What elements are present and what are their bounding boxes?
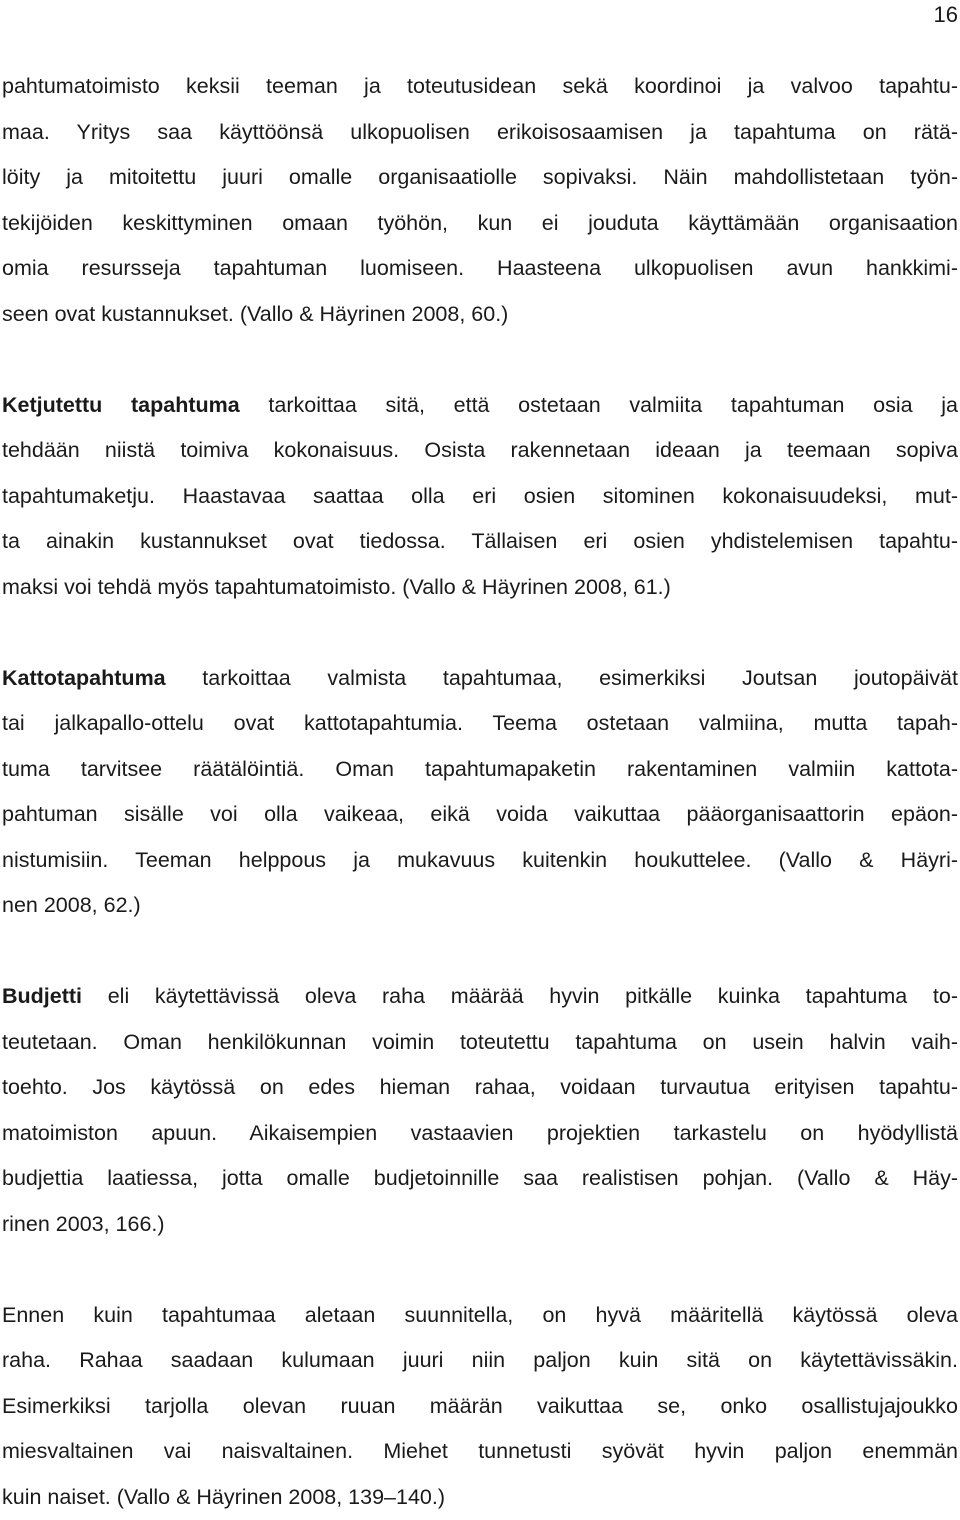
paragraph-event-agency xyxy=(2,64,958,337)
text-line: raha. Rahaa saadaan kulumaan juuri niin paljon kuin sitä on käytettävissäkin. xyxy=(2,1338,958,1384)
term-heading: Kattotapahtuma xyxy=(2,666,166,690)
text-line: tekijöiden keskittyminen omaan työhön, kun ei jouduta käyttämään organisaation xyxy=(2,201,958,247)
text-line: maksi voi tehdä myös tapahtumatoimisto. (Vallo & Häyrinen 2008, 61.) xyxy=(2,565,958,611)
text-line: budjettia laatiessa, jotta omalle budjetoinnille saa realistisen pohjan. (Vallo & Häy- xyxy=(2,1156,958,1202)
page-number: 16 xyxy=(934,2,958,28)
text-line: omia resursseja tapahtuman luomiseen. Haasteena ulkopuolisen avun hankkimi- xyxy=(2,246,958,292)
text-line: matoimiston apuun. Aikaisempien vastaavien projektien tarkastelu on hyödyllistä xyxy=(2,1111,958,1157)
text-line: nistumisiin. Teeman helppous ja mukavuus kuitenkin houkuttelee. (Vallo & Häyri- xyxy=(2,838,958,884)
text-line: toehto. Jos käytössä on edes hieman rahaa, voidaan turvautua erityisen tapahtu- xyxy=(2,1065,958,1111)
text-fragment: tarkoittaa valmista tapahtumaa, esimerkiksi Joutsan joutopäivät xyxy=(166,666,958,690)
text-line: Ennen kuin tapahtumaa aletaan suunnitella, on hyvä määritellä käytössä oleva xyxy=(2,1293,958,1339)
text-line: pahtumatoimisto keksii teeman ja toteutusidean sekä koordinoi ja valvoo tapahtu- xyxy=(2,64,958,110)
text-line: ta ainakin kustannukset ovat tiedossa. Tällaisen eri osien yhdistelemisen tapahtu- xyxy=(2,519,958,565)
text-line: löity ja mitoitettu juuri omalle organisaatiolle sopivaksi. Näin mahdollistetaan työn- xyxy=(2,155,958,201)
paragraph-budjetti xyxy=(2,974,958,1247)
document-body xyxy=(2,64,958,1520)
term-heading: Ketjutettu tapahtuma xyxy=(2,393,240,417)
paragraph-kattotapahtuma xyxy=(2,656,958,929)
paragraph-money-planning xyxy=(2,1293,958,1520)
text-line: tehdään niistä toimiva kokonaisuus. Osista rakennetaan ideaan ja teemaan sopiva xyxy=(2,428,958,474)
paragraph-gap xyxy=(2,337,958,383)
text-line: rinen 2003, 166.) xyxy=(2,1202,958,1248)
text-line: tuma tarvitsee räätälöintiä. Oman tapahtumapaketin rakentaminen valmiin kattota- xyxy=(2,747,958,793)
text-fragment: tarkoittaa sitä, että ostetaan valmiita tapahtuman osia ja xyxy=(240,393,958,417)
text-line: teutetaan. Oman henkilökunnan voimin toteutettu tapahtuma on usein halvin vaih- xyxy=(2,1020,958,1066)
text-line xyxy=(2,974,958,1020)
paragraph-ketjutettu-tapahtuma xyxy=(2,383,958,611)
text-line: Esimerkiksi tarjolla olevan ruuan määrän vaikuttaa se, onko osallistujajoukko xyxy=(2,1384,958,1430)
paragraph-gap xyxy=(2,929,958,975)
text-line xyxy=(2,383,958,429)
text-line xyxy=(2,656,958,702)
text-line: seen ovat kustannukset. (Vallo & Häyrinen 2008, 60.) xyxy=(2,292,958,338)
text-line: kuin naiset. (Vallo & Häyrinen 2008, 139–140.) xyxy=(2,1475,958,1520)
text-line: tai jalkapallo-ottelu ovat kattotapahtumia. Teema ostetaan valmiina, mutta tapah- xyxy=(2,701,958,747)
paragraph-gap xyxy=(2,1247,958,1293)
text-line: tapahtumaketju. Haastavaa saattaa olla eri osien sitominen kokonaisuudeksi, mut- xyxy=(2,474,958,520)
text-fragment: eli käytettävissä oleva raha määrää hyvin pitkälle kuinka tapahtuma to- xyxy=(82,984,958,1008)
term-heading: Budjetti xyxy=(2,984,82,1008)
paragraph-gap xyxy=(2,610,958,656)
text-line: maa. Yritys saa käyttöönsä ulkopuolisen erikoisosaamisen ja tapahtuma on rätä- xyxy=(2,110,958,156)
text-line: nen 2008, 62.) xyxy=(2,883,958,929)
text-line: pahtuman sisälle voi olla vaikeaa, eikä voida vaikuttaa pääorganisaattorin epäon- xyxy=(2,792,958,838)
text-line: miesvaltainen vai naisvaltainen. Miehet tunnetusti syövät hyvin paljon enemmän xyxy=(2,1429,958,1475)
